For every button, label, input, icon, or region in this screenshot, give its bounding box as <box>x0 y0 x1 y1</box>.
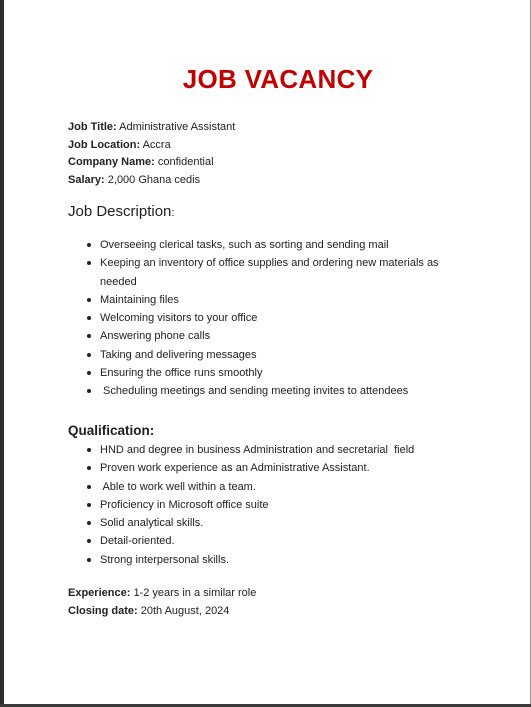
bullet-icon <box>87 558 91 562</box>
experience-label: Experience: <box>68 587 131 599</box>
closing-date-label: Closing date: <box>68 604 138 617</box>
bullet-icon <box>87 353 91 357</box>
salary-label: Salary: <box>68 173 105 186</box>
bullet-icon <box>87 503 91 507</box>
list-item <box>86 309 466 327</box>
list-item <box>86 291 466 309</box>
list-item-text: Strong interpersonal skills. <box>100 553 230 566</box>
list-item <box>86 382 466 400</box>
list-item-text: Scheduling meetings and sending meeting invites to attendees <box>100 385 409 398</box>
bullet-icon <box>87 389 91 393</box>
bullet-icon <box>87 243 91 247</box>
list-item <box>86 327 466 345</box>
list-item <box>86 441 466 459</box>
footer-block <box>68 585 256 620</box>
list-item <box>86 236 466 254</box>
list-item-text: Taking and delivering messages <box>100 348 257 361</box>
job-title-label: Job Title: <box>68 121 117 133</box>
bullet-icon <box>87 334 91 338</box>
bullet-icon <box>87 448 91 452</box>
list-item <box>86 478 466 496</box>
job-title-row <box>68 119 235 137</box>
list-item <box>86 254 466 291</box>
job-info-block <box>68 119 235 189</box>
qualification-heading: Qualification: <box>68 423 155 438</box>
bullet-icon <box>87 466 91 470</box>
page-title: JOB VACANCY <box>182 64 374 94</box>
bullet-icon <box>87 316 91 320</box>
list-item <box>86 346 466 364</box>
list-item-text: Detail-oriented. <box>100 535 175 548</box>
list-item <box>86 364 466 382</box>
company-name-row <box>68 154 235 172</box>
list-item-text: Maintaining files <box>100 293 179 306</box>
job-location-row <box>68 137 235 155</box>
list-item-text: Proven work experience as an Administrative Assistant. <box>100 462 370 475</box>
salary-value: 2,000 Ghana cedis <box>107 173 201 186</box>
job-description-heading <box>68 203 174 220</box>
list-item-text: Proficiency in Microsoft office suite <box>100 498 269 511</box>
list-item-text: Solid analytical skills. <box>100 517 204 530</box>
list-item <box>86 532 466 550</box>
list-item <box>86 514 466 532</box>
list-item-text: Keeping an inventory of office supplies and ordering new materials as needed <box>100 257 439 288</box>
job-location-value: Accra <box>142 138 171 151</box>
list-item <box>86 551 466 569</box>
list-item <box>86 496 466 514</box>
list-item-text: HND and degree in business Administration and secretarial field <box>100 444 415 456</box>
job-description-colon: : <box>171 207 175 219</box>
list-item-text: Ensuring the office runs smoothly <box>100 367 263 380</box>
bullet-icon <box>87 485 91 489</box>
experience-row <box>68 585 256 603</box>
job-title-value: Administrative Assistant <box>119 121 236 133</box>
list-item-text: Able to work well within a team. <box>100 480 256 493</box>
company-name-label: Company Name: <box>68 156 155 168</box>
job-location-label: Job Location: <box>68 138 141 151</box>
closing-date-value: 20th August, 2024 <box>140 604 230 617</box>
bullet-icon <box>87 261 91 265</box>
list-item-text: Answering phone calls <box>100 330 211 343</box>
list-item <box>86 459 466 477</box>
bullet-icon <box>87 539 91 543</box>
bullet-icon <box>87 371 91 375</box>
salary-row <box>68 172 235 190</box>
bullet-icon <box>87 521 91 525</box>
list-item-text: Welcoming visitors to your office <box>100 312 258 325</box>
experience-value: 1-2 years in a similar role <box>133 587 257 599</box>
qualification-list <box>86 441 466 569</box>
document-page <box>4 0 530 704</box>
list-item-text: Overseeing clerical tasks, such as sorting and sending mail <box>100 239 389 251</box>
company-name-value: confidential <box>157 156 214 168</box>
closing-date-row <box>68 603 256 621</box>
job-description-heading-text: Job Description <box>68 203 172 220</box>
bullet-icon <box>87 298 91 302</box>
job-description-list <box>86 236 466 401</box>
